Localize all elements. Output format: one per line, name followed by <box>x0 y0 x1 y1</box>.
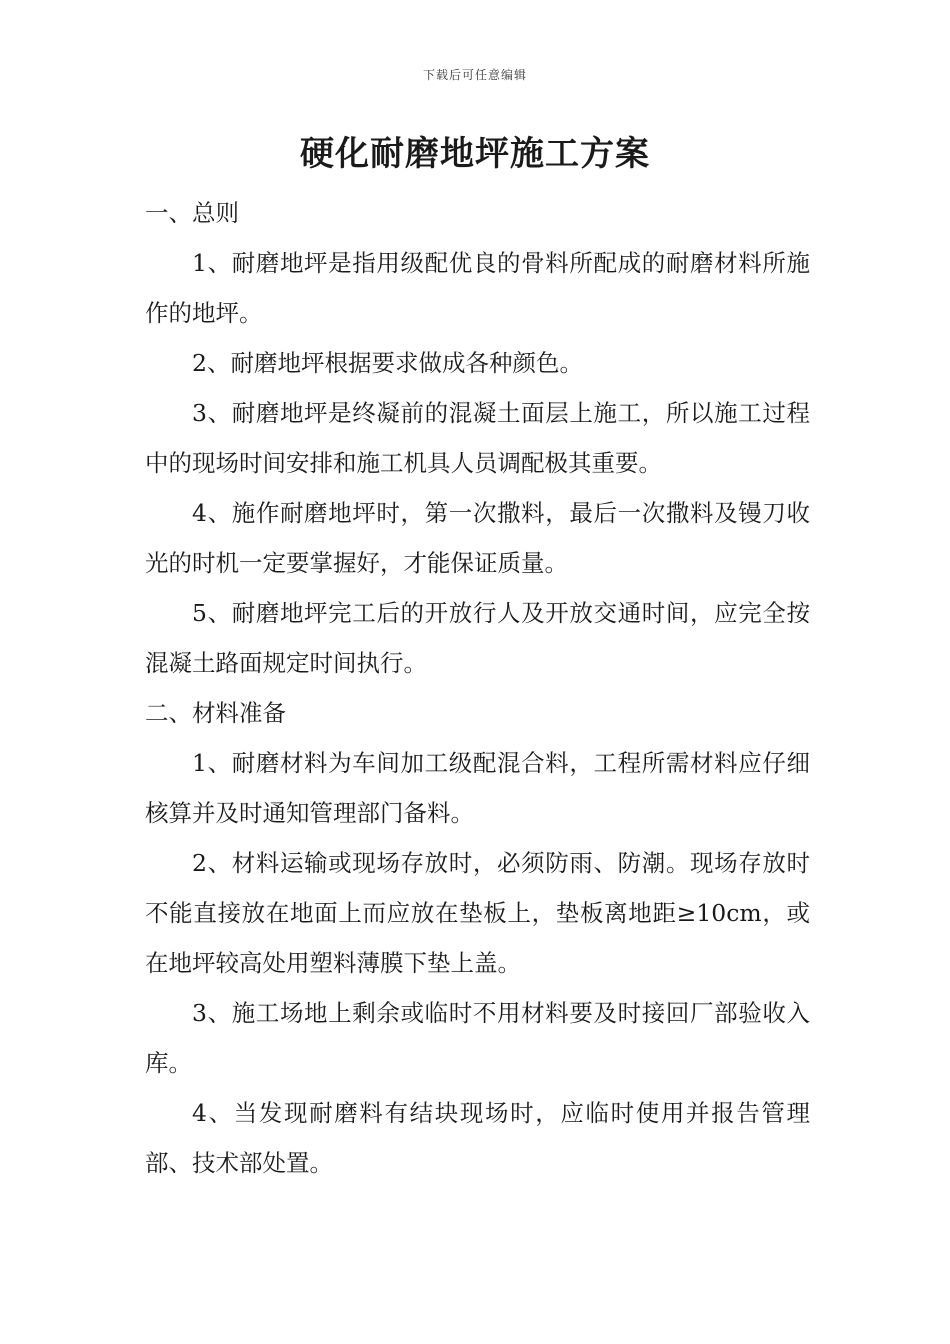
paragraph-materials-3: 3、施工场地上剩余或临时不用材料要及时接回厂部验收入库。 <box>145 999 810 1077</box>
header-note: 下载后可任意编辑 <box>422 68 527 82</box>
document-title: 硬化耐磨地坪施工方案 <box>300 134 650 174</box>
paragraph-general-4: 4、施作耐磨地坪时，第一次撒料，最后一次撒料及镘刀收光的时机一定要掌握好，才能保证质量。 <box>145 499 810 577</box>
paragraph-materials-2: 2、材料运输或现场存放时，必须防雨、防潮。现场存放时不能直接放在地面上而应放在垫板上，垫板离地距≥10cm，或在地坪较高处用塑料薄膜下垫上盖。 <box>145 849 810 977</box>
paragraph-general-2: 2、耐磨地坪根据要求做成各种颜色。 <box>192 349 583 377</box>
section-heading-general: 一、总则 <box>145 199 239 227</box>
paragraph-materials-1: 1、耐磨材料为车间加工级配混合料，工程所需材料应仔细核算并及时通知管理部门备料。 <box>145 749 810 827</box>
section-heading-materials: 二、材料准备 <box>145 699 286 727</box>
paragraph-general-5: 5、耐磨地坪完工后的开放行人及开放交通时间，应完全按混凝土路面规定时间执行。 <box>145 599 810 677</box>
paragraph-general-3: 3、耐磨地坪是终凝前的混凝土面层上施工，所以施工过程中的现场时间安排和施工机具人员调配极其重要。 <box>145 399 810 477</box>
paragraph-materials-4: 4、当发现耐磨料有结块现场时，应临时使用并报告管理部、技术部处置。 <box>145 1099 810 1177</box>
document-body <box>145 188 810 1188</box>
paragraph-general-1: 1、耐磨地坪是指用级配优良的骨料所配成的耐磨材料所施作的地坪。 <box>145 249 810 327</box>
